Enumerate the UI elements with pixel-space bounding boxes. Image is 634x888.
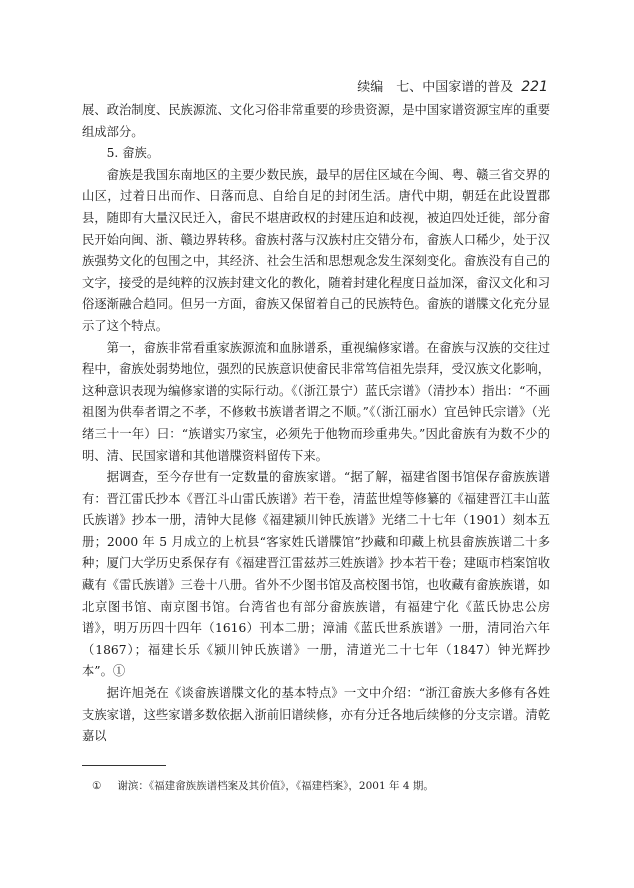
section-heading: 5. 畲族。 bbox=[106, 146, 160, 161]
footnote-divider bbox=[82, 765, 166, 766]
paragraph: 畲族是我国东南地区的主要少数民族，最早的居住区域在今闽、粤、赣三省交界的山区，过着日出而作、日落而息、自给自足的封闭生活。唐代中期，朝廷在此设置郡县，随即有大量汉民迁入，畲民不堪唐政权的封建压迫和歧视，被迫四处迁徙，部分畲民开始向闽、浙、赣边界转移。畲族村落与汉族村庄交错分布，畲族人口稀少，处于汉族强势文化的包围之中，其经济、社会生活和思想观念发生深刻变化。畲族没有自己的文字，接受的是纯粹的汉族封建文化的教化，随着封建化程度日益加深，畲汉文化和习俗逐渐融合趋同。但另一方面，畲族又保留着自己的民族特色。畲族的谱牒文化充分显示了这个特点。 bbox=[82, 167, 550, 333]
running-header bbox=[357, 76, 548, 95]
paragraph: 据许旭尧在《谈畲族谱牒文化的基本特点》一文中介绍：“浙江畲族大多修有各姓支族家谱，这些家谱多数依据入浙前旧谱续修，亦有分迁各地后续修的分支宗谱。清乾嘉以 bbox=[82, 686, 550, 744]
footnote-text: 谢滨：《福建畲族族谱档案及其价值》，《福建档案》，2001 年 4 期。 bbox=[117, 780, 434, 792]
paragraph-continued: 展、政治制度、民族源流、文化习俗非常重要的珍贵资源，是中国家谱资源宝库的重要组成部分。 bbox=[82, 103, 550, 139]
paragraph: 据调查，至今存世有一定数量的畲族家谱。“据了解，福建省图书馆保存畲族族谱有：晋江雷氏抄本《晋江斗山雷氏族谱》若干卷，清蓝世煌等修纂的《福建晋江丰山蓝氏族谱》抄本一册，清钟大昆修《福建颍川钟氏族谱》光绪二十七年（1901）刻本五册；2000 年 5 月成立的上杭县“客家姓氏谱牒馆”抄藏和印藏上杭县畲族族谱二十多种；厦门大学历史系保存有《福建晋江雷兹苏三姓族谱》抄本若干卷；建瓯市档案馆收藏有《雷氏族谱》三卷十八册。省外不少图书馆及高校图书馆，也收藏有畲族族谱，如北京图书馆、南京图书馆。台湾省也有部分畲族族谱，有福建宁化《蓝氏协忠公房谱》，明万历四十四年（1616）刊本二册；漳浦《蓝氏世系族谱》一册，清同治六年（1867）；福建长乐《颍川钟氏族谱》一册，清道光二十七年（1847）钟光辉抄本”。① bbox=[82, 470, 550, 679]
header-section-title: 续编 七、中国家谱的普及 bbox=[357, 80, 514, 95]
paragraph: 第一，畲族非常看重家族源流和血脉谱系，重视编修家谱。在畲族与汉族的交往过程中，畲族处弱势地位，强烈的民族意识使畲民非常笃信祖先崇拜，受汉族文化影响，这种意识表现为编修家谱的实际行动。《（浙江景宁）蓝氏宗谱》（清抄本）指出：“不画祖图为供奉者谓之不孝，不修敕书族谱者谓之不顺。”《（浙江丽水）宜邑钟氏宗谱》（光绪三十一年）曰：“族谱实乃家宝，必须先于他物而珍重弗失。”因此畲族有为数不少的明、清、民国家谱和其他谱牒资料留传下来。 bbox=[82, 340, 550, 463]
footnote bbox=[92, 778, 434, 793]
page-number: 221 bbox=[521, 79, 548, 95]
footnote-mark: ① bbox=[92, 780, 102, 792]
main-text bbox=[82, 100, 550, 748]
